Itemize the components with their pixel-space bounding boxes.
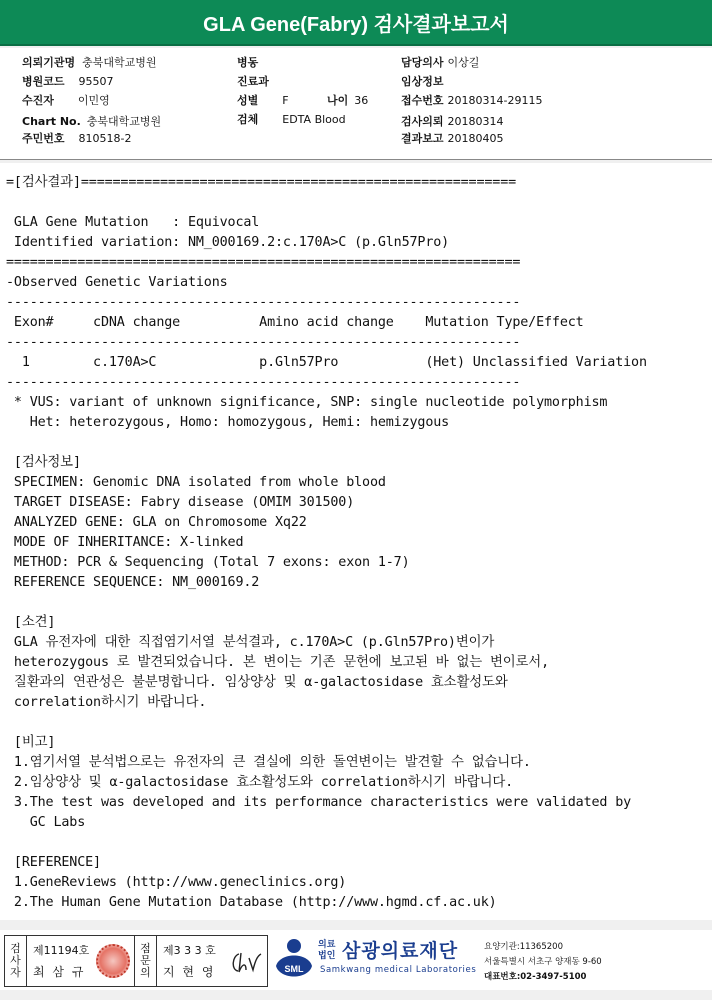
report-text — [6, 173, 647, 913]
signature-box — [4, 935, 268, 987]
inspector-license: 제11194호 — [33, 944, 90, 957]
report-line: Identified variation: NM_000169.2:c.170A>C (p.Gln57Pro) — [6, 235, 450, 250]
age: 나이 36 — [327, 94, 369, 107]
requesting-hospital: 의뢰기관명 충북대학교병원 — [22, 56, 157, 69]
report-line: GLA Gene Mutation : Equivocal — [6, 215, 260, 230]
approver-cell — [157, 936, 267, 986]
report-line — [6, 713, 647, 733]
organization-name-en: Samkwang medical Laboratories — [320, 965, 477, 975]
signature-icon — [229, 950, 263, 976]
report-line: GLA 유전자에 대한 직접염기서열 분석결과, c.170A>C (p.Gln57Pro)변이가 — [6, 635, 495, 650]
request-date: 검사의뢰 20180314 — [401, 115, 504, 128]
report-line — [6, 193, 647, 213]
report-line: =[검사결과]======================================================= — [6, 175, 517, 190]
report-line: heterozygous 로 발견되었습니다. 본 변이는 기존 문헌에 보고된 바 없는 변이로서, — [6, 655, 549, 670]
report-line: SPECIMEN: Genomic DNA isolated from whole blood — [6, 475, 386, 490]
clinical-info: 임상정보 — [401, 75, 444, 88]
inspector-name: 최 삼 규 — [33, 965, 86, 979]
report-line: ANALYZED GENE: GLA on Chromosome Xq22 — [6, 515, 307, 530]
approver-label: 점 문 의 — [135, 936, 157, 986]
sml-logo-icon — [272, 936, 316, 984]
report-line: 2.임상양상 및 α-galactosidase 효소활성도와 correlation하시기 바랍니다. — [6, 775, 514, 790]
report-line: TARGET DISEASE: Fabry disease (OMIM 301500) — [6, 495, 355, 510]
report-footer — [0, 930, 712, 990]
report-line: -Observed Genetic Variations — [6, 275, 228, 290]
report-line: 2.The Human Gene Mutation Database (http://www.hgmd.cf.ac.uk) — [6, 895, 497, 910]
report-line: ----------------------------------------------------------------- — [6, 375, 521, 390]
report-line: 3.The test was developed and its performance characteristics were validated by — [6, 795, 632, 810]
report-title: GLA Gene(Fabry) 검사결과보고서 — [0, 0, 712, 46]
report-line: Het: heterozygous, Homo: homozygous, Hemi: hemizygous — [6, 415, 450, 430]
report-body — [0, 163, 712, 920]
approver-name: 지 현 영 — [163, 965, 216, 979]
report-line: [소견] — [6, 615, 56, 630]
ward: 병동 — [237, 56, 259, 69]
report-line: 질환과의 연관성은 불분명합니다. 임상양상 및 α-galactosidase 효소활성도와 — [6, 675, 508, 690]
patient-name: 수진자 이민영 — [22, 94, 110, 107]
seal-stamp-icon — [96, 944, 130, 978]
org-address: 서울특별시 서초구 양재동 9-60 — [484, 957, 602, 967]
org-prefix: 의료 법인 — [318, 940, 336, 961]
institution-code: 요양기관:11365200 — [484, 942, 563, 952]
report-line: REFERENCE SEQUENCE: NM_000169.2 — [6, 575, 260, 590]
org-phone: 대표번호:02-3497-5100 — [484, 972, 587, 982]
organization-name: 삼광의료재단 — [342, 940, 459, 962]
report-line: * VUS: variant of unknown significance, SNP: single nucleotide polymorphism — [6, 395, 608, 410]
report-line — [6, 433, 647, 453]
report-line: correlation하시기 바랍니다. — [6, 695, 207, 710]
inspector-cell — [27, 936, 135, 986]
report-line: ----------------------------------------------------------------- — [6, 295, 521, 310]
report-line — [6, 593, 647, 613]
report-line: Exon# cDNA change Amino acid change Mutation Type/Effect — [6, 315, 584, 330]
report-line: [비고] — [6, 735, 56, 750]
report-line: GC Labs — [6, 815, 86, 830]
report-line: METHOD: PCR & Sequencing (Total 7 exons: exon 1-7) — [6, 555, 410, 570]
chart-number: Chart No. 충북대학교병원 — [22, 115, 162, 128]
svg-text:SML: SML — [284, 964, 304, 974]
attending-doctor: 담당의사 이상길 — [401, 56, 480, 69]
report-line — [6, 833, 647, 853]
hospital-code: 병원코드 95507 — [22, 75, 114, 88]
patient-info-panel — [0, 48, 712, 160]
approver-license: 제3 3 3 호 — [163, 944, 216, 957]
report-date: 결과보고 20180405 — [401, 132, 504, 145]
resident-number: 주민번호 810518-2 — [22, 132, 132, 145]
report-line: [REFERENCE] — [6, 855, 101, 870]
sex: 성별 F — [237, 94, 289, 107]
report-line: ================================================================= — [6, 255, 521, 270]
report-line: 1 c.170A>C p.Gln57Pro (Het) Unclassified Variation — [6, 355, 647, 370]
receipt-number: 접수번호 20180314-29115 — [401, 94, 543, 107]
report-line: [검사정보] — [6, 455, 81, 470]
report-line: MODE OF INHERITANCE: X-linked — [6, 535, 244, 550]
report-line: 1.염기서열 분석법으로는 유전자의 큰 결실에 의한 돌연변이는 발견할 수 없습니다. — [6, 755, 531, 770]
report-line: ----------------------------------------------------------------- — [6, 335, 521, 350]
specimen-type: 검체 EDTA Blood — [237, 113, 346, 126]
inspector-label: 검 사 자 — [5, 936, 27, 986]
department: 진료과 — [237, 75, 269, 88]
report-line: 1.GeneReviews (http://www.geneclinics.org) — [6, 875, 347, 890]
